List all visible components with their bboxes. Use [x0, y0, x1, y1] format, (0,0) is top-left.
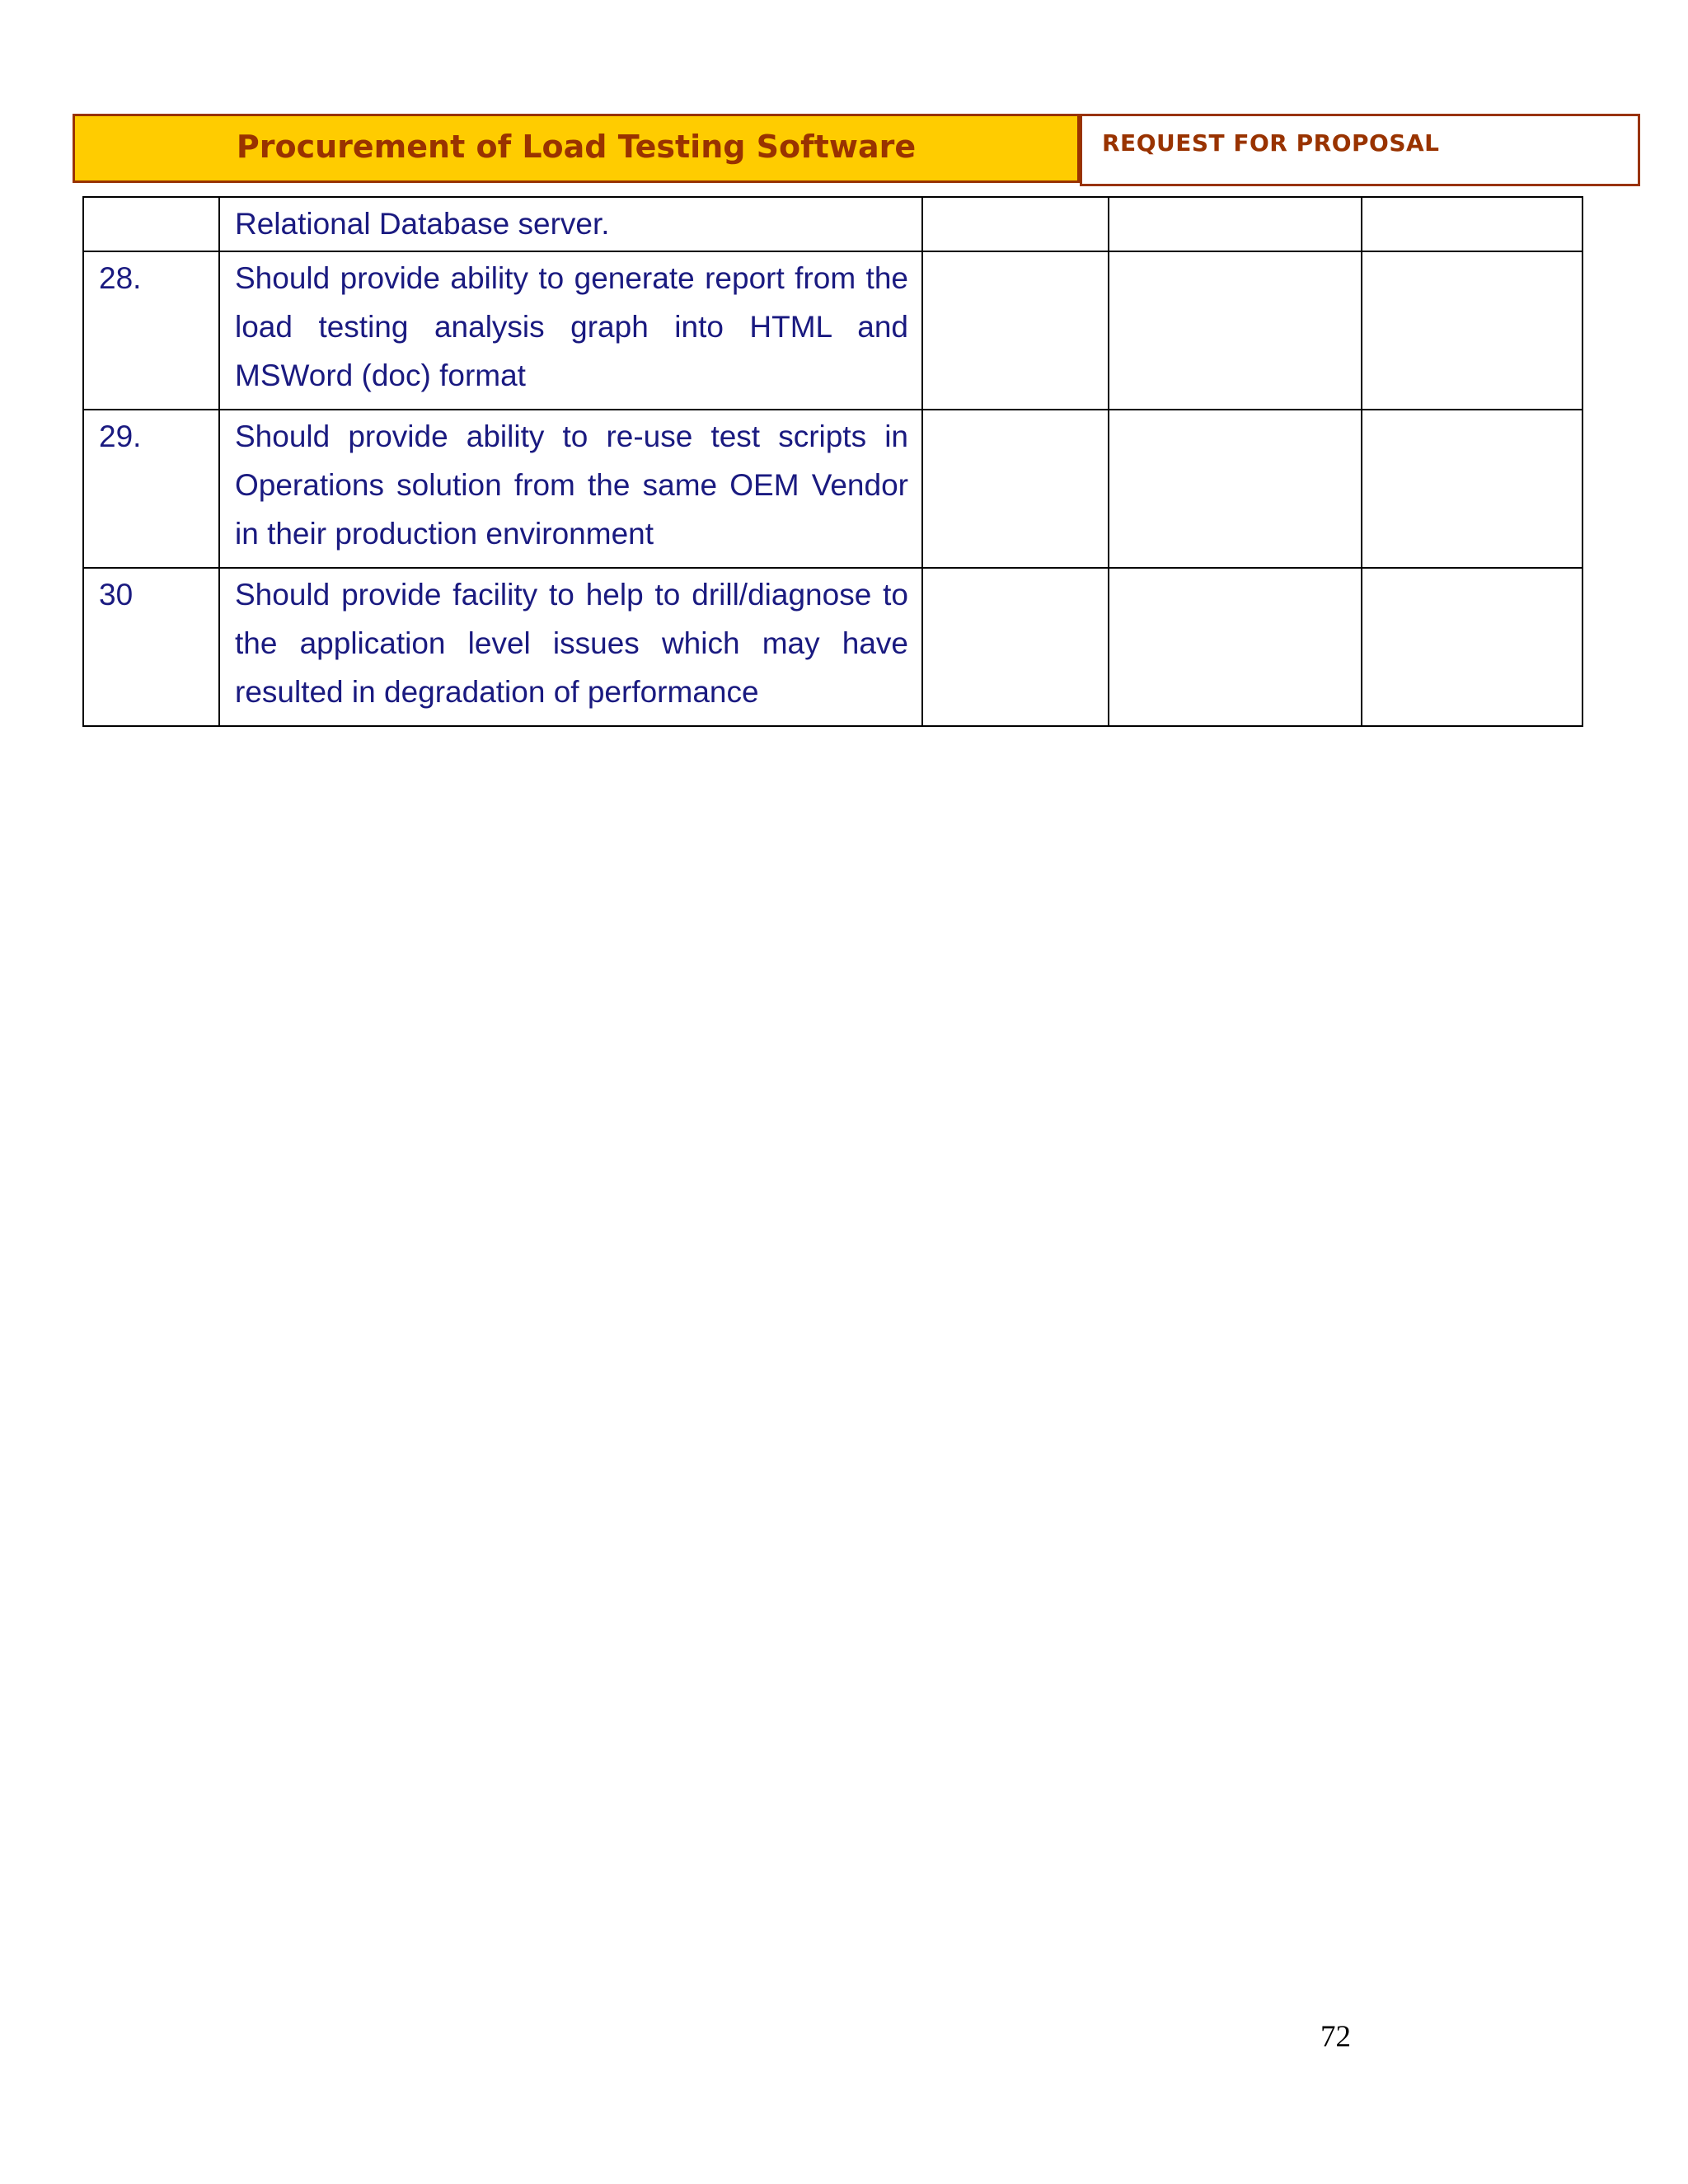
document-title: Procurement of Load Testing Software	[236, 129, 917, 165]
document-type-label: REQUEST FOR PROPOSAL	[1102, 129, 1440, 157]
empty-cell	[922, 410, 1109, 568]
table-row	[83, 410, 1582, 568]
row-description: Should provide facility to help to drill/diagnose to the application level issues which may have resulted in degradation of performance	[219, 568, 922, 726]
empty-cell	[922, 251, 1109, 410]
empty-cell	[1109, 251, 1362, 410]
empty-cell	[922, 568, 1109, 726]
table-row	[83, 197, 1582, 251]
empty-cell	[1362, 197, 1582, 251]
document-type-box	[1080, 114, 1640, 186]
empty-cell	[1109, 410, 1362, 568]
empty-cell	[1362, 568, 1582, 726]
row-description: Should provide ability to generate report from the load testing analysis graph into HTML and MSWord (doc) format	[219, 251, 922, 410]
empty-cell	[1362, 251, 1582, 410]
empty-cell	[1109, 197, 1362, 251]
row-number: 30	[83, 568, 219, 726]
row-description: Relational Database server.	[219, 197, 922, 251]
row-number: 28.	[83, 251, 219, 410]
table-row	[83, 251, 1582, 410]
table-row	[83, 568, 1582, 726]
empty-cell	[922, 197, 1109, 251]
page-number: 72	[1320, 2020, 1351, 2054]
empty-cell	[1362, 410, 1582, 568]
document-title-box	[73, 114, 1080, 183]
row-number: 29.	[83, 410, 219, 568]
requirements-table	[82, 196, 1583, 727]
empty-cell	[1109, 568, 1362, 726]
row-description: Should provide ability to re-use test scripts in Operations solution from the same OEM Vendor in their production environment	[219, 410, 922, 568]
row-number	[83, 197, 219, 251]
